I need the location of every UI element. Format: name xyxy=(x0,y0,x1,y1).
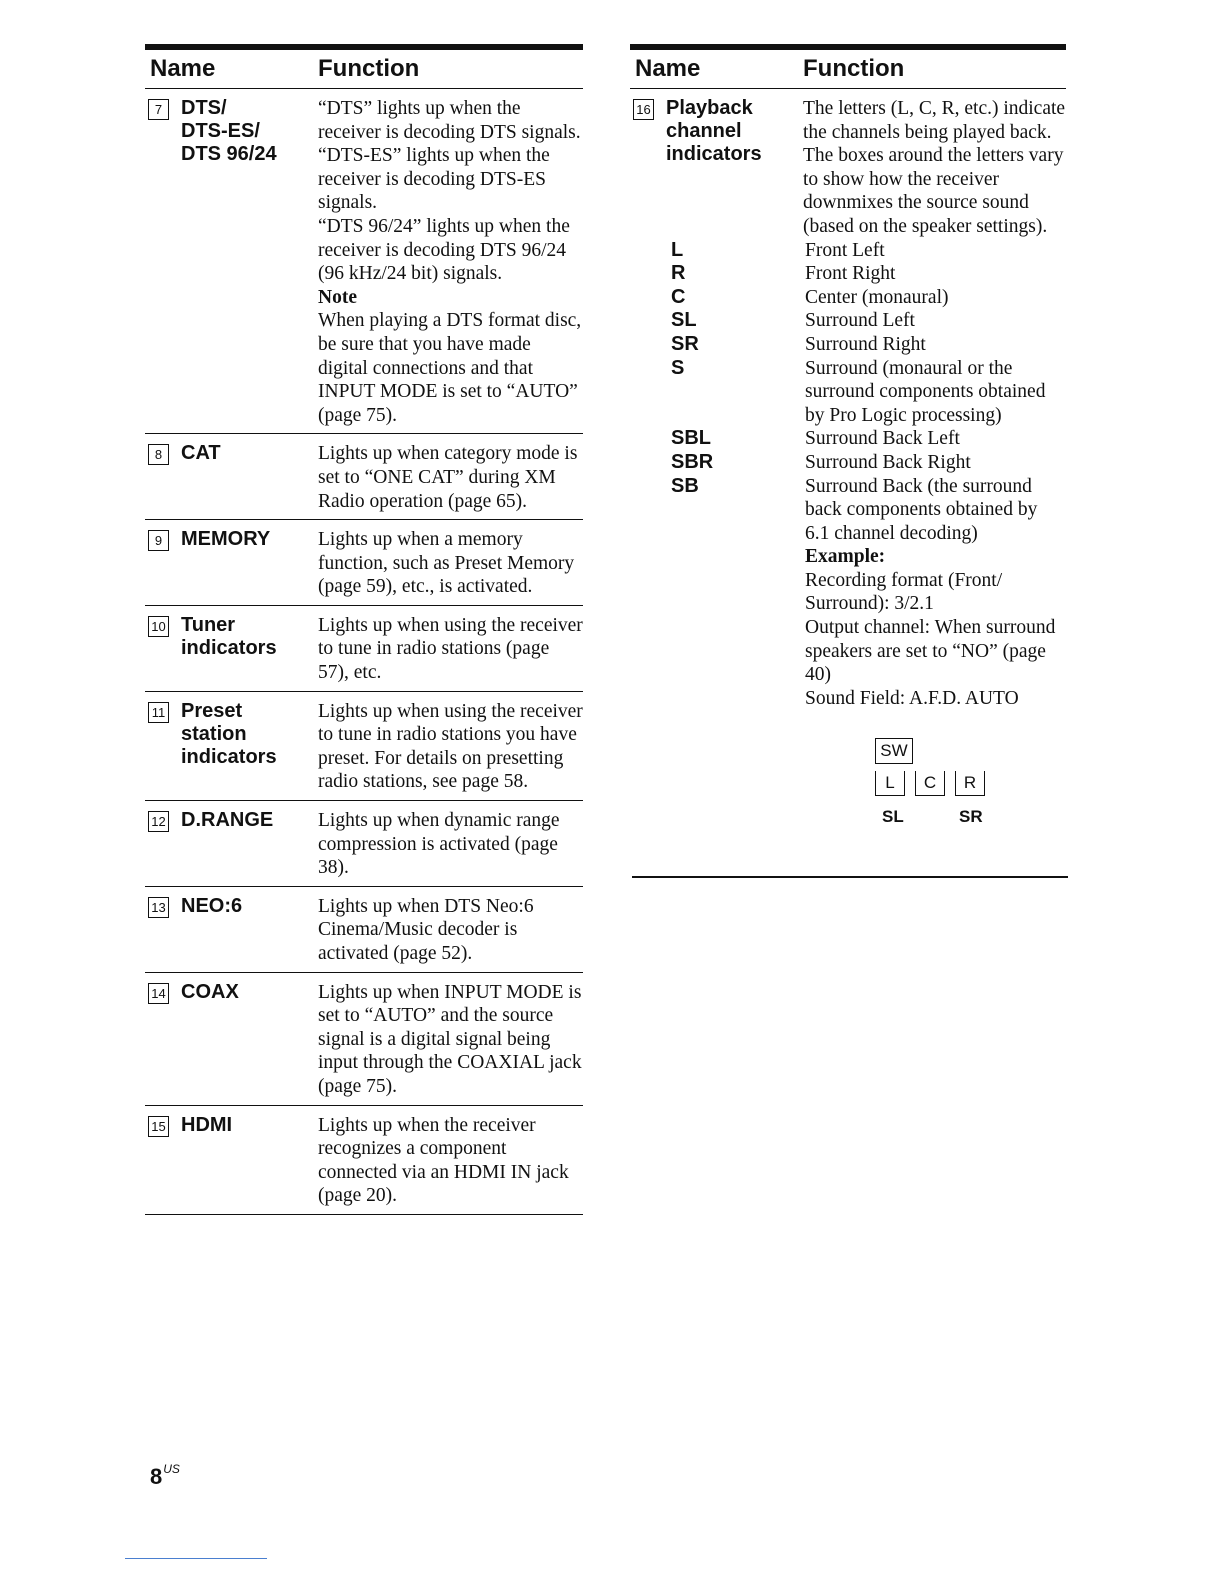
page-number xyxy=(150,1464,180,1490)
item-name: Preset station indicators xyxy=(181,699,277,768)
item-name: Playback channel indicators xyxy=(666,97,762,165)
table-row xyxy=(145,973,583,1106)
item-number-badge: 14 xyxy=(148,983,169,1004)
item-function: Lights up when DTS Neo:6 Cinema/Music decoder is activated (page 52). xyxy=(318,895,534,964)
channel-desc: Surround Back Right xyxy=(805,451,971,473)
channel-code: SBL xyxy=(671,427,711,450)
table-row xyxy=(145,89,583,434)
item-function xyxy=(318,97,583,427)
list-item xyxy=(630,475,1066,546)
c-indicator-box: C xyxy=(915,771,945,796)
channel-code: R xyxy=(671,262,686,285)
example-label: Example: xyxy=(805,546,886,568)
channel-code: L xyxy=(671,238,684,261)
list-item xyxy=(630,357,1066,428)
item-name: CAT xyxy=(181,442,221,465)
item-number-badge: 13 xyxy=(148,897,169,918)
sw-indicator-box: SW xyxy=(875,738,913,764)
channel-code: SBR xyxy=(671,450,714,473)
item-name: Tuner indicators xyxy=(181,613,277,659)
list-item xyxy=(630,286,1066,310)
channel-desc: Surround (monaural or the surround components obtained by Pro Logic processing) xyxy=(805,357,1046,426)
list-item xyxy=(630,427,1066,451)
item-function: Lights up when using the receiver to tune in radio stations (page 57), etc. xyxy=(318,614,583,684)
item-function: Lights up when using the receiver to tune in radio stations you have preset. For details on presetting radio stations, see page 58. xyxy=(318,700,583,793)
r-indicator-box: R xyxy=(955,771,985,796)
channel-code: C xyxy=(671,285,686,308)
item-function: Lights up when the receiver recognizes a component connected via an HDMI IN jack (page 20). xyxy=(318,1114,569,1207)
table-row xyxy=(145,692,583,801)
sl-label: SL xyxy=(882,807,904,827)
channel-code: S xyxy=(671,356,685,379)
table-row xyxy=(145,606,583,692)
channel-indicator-diagram xyxy=(875,738,1005,838)
table-row xyxy=(145,1106,583,1215)
channel-code: SB xyxy=(671,474,699,497)
note-label: Note xyxy=(318,286,357,308)
list-item xyxy=(630,333,1066,357)
item-name: DTS/ DTS-ES/ DTS 96/24 xyxy=(181,97,277,165)
table-row xyxy=(145,520,583,606)
l-indicator-box: L xyxy=(875,771,905,796)
item-name: HDMI xyxy=(181,1113,233,1136)
list-item xyxy=(630,239,1066,263)
function-paragraph: “DTS 96/24” lights up when the receiver is decoding DTS 96/24 (96 kHz/24 bit) signals. xyxy=(318,215,570,285)
right-table xyxy=(630,44,1066,838)
item-number-badge: 8 xyxy=(148,444,169,465)
item-name: MEMORY xyxy=(181,528,271,551)
table-row xyxy=(145,434,583,520)
example-line: Recording format (Front/ Surround): 3/2.1 xyxy=(805,569,1003,615)
channel-code: SL xyxy=(671,309,697,332)
channel-desc: Surround Back (the surround back components obtained by 6.1 channel decoding) xyxy=(805,475,1038,544)
item-number-badge: 16 xyxy=(633,99,654,120)
item-name: D.RANGE xyxy=(181,809,274,832)
example-block xyxy=(630,545,1066,710)
page-region-suffix: US xyxy=(163,1462,180,1476)
table-row xyxy=(145,887,583,973)
item-number-badge: 11 xyxy=(148,702,169,723)
item-function: Lights up when INPUT MODE is set to “AUTO” and the source signal is a digital signal being input through the COAXIAL jack (page 75). xyxy=(318,981,582,1097)
table-header xyxy=(630,50,1066,89)
item-number-badge: 7 xyxy=(148,99,169,120)
channel-desc: Front Left xyxy=(805,239,885,261)
example-line: Sound Field: A.F.D. AUTO xyxy=(805,687,1019,709)
table-row xyxy=(145,801,583,887)
item-number-badge: 9 xyxy=(148,530,169,551)
note-text: When playing a DTS format disc, be sure that you have made digital connections and that INPUT MODE is set to “AUTO” (page 75). xyxy=(318,310,582,426)
footer-rule xyxy=(125,1558,267,1559)
item-function: Lights up when a memory function, such as Preset Memory (page 59), etc., is activated. xyxy=(318,529,575,598)
item-function: The letters (L, C, R, etc.) indicate the channels being played back. The boxes around the letters vary to show how the receiver downmixes the source sound (based on the speaker settings). xyxy=(803,98,1066,237)
channel-desc: Surround Left xyxy=(805,310,915,332)
item-name: NEO:6 xyxy=(181,894,243,917)
list-item xyxy=(630,451,1066,475)
header-function: Function xyxy=(803,55,905,82)
function-paragraph: “DTS-ES” lights up when the receiver is decoding DTS-ES signals. xyxy=(318,145,550,214)
table-header xyxy=(145,50,583,89)
header-name: Name xyxy=(150,55,216,82)
function-paragraph: “DTS” lights up when the receiver is decoding DTS signals. xyxy=(318,98,581,143)
item-number-badge: 10 xyxy=(148,616,169,637)
item-name: COAX xyxy=(181,980,239,1003)
example-line: Output channel: When surround speakers are set to “NO” (page 40) xyxy=(805,617,1056,686)
item-number-badge: 15 xyxy=(148,1116,169,1137)
left-table xyxy=(145,44,583,1215)
channel-desc: Surround Right xyxy=(805,333,926,355)
header-name: Name xyxy=(635,55,701,82)
channel-desc: Surround Back Left xyxy=(805,428,960,450)
channel-desc: Front Right xyxy=(805,263,896,285)
list-item xyxy=(630,262,1066,286)
item-function: Lights up when category mode is set to “ONE CAT” during XM Radio operation (page 65). xyxy=(318,443,578,512)
channel-list xyxy=(630,239,1066,546)
page-number-value: 8 xyxy=(150,1464,163,1489)
channel-desc: Center (monaural) xyxy=(805,286,949,308)
sr-label: SR xyxy=(959,807,983,827)
item-number-badge: 12 xyxy=(148,811,169,832)
item-function: Lights up when dynamic range compression is activated (page 38). xyxy=(318,810,560,879)
table-bottom-rule xyxy=(632,876,1068,878)
header-function: Function xyxy=(318,55,420,82)
table-row xyxy=(630,89,1066,239)
channel-code: SR xyxy=(671,332,699,355)
list-item xyxy=(630,309,1066,333)
